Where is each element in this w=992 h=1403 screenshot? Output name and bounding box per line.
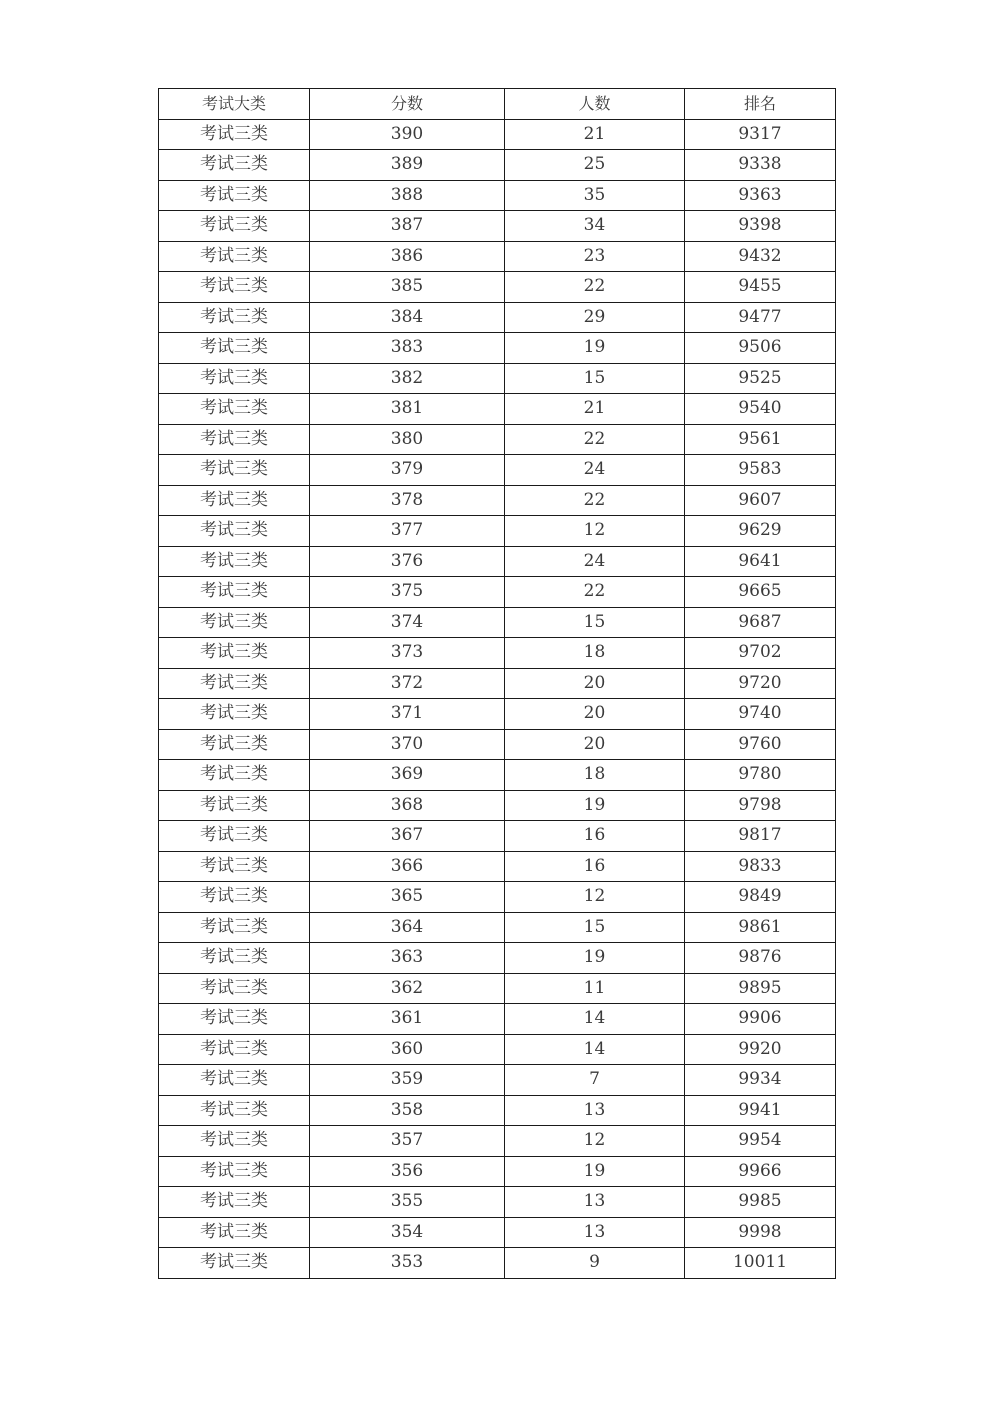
cell-exam-category: 考试三类 — [159, 577, 310, 608]
cell-count: 12 — [505, 882, 685, 913]
cell-score: 356 — [310, 1156, 505, 1187]
cell-exam-category: 考试三类 — [159, 1156, 310, 1187]
cell-exam-category: 考试三类 — [159, 516, 310, 547]
cell-score: 358 — [310, 1095, 505, 1126]
cell-score: 389 — [310, 150, 505, 181]
cell-count: 13 — [505, 1095, 685, 1126]
cell-count: 16 — [505, 851, 685, 882]
cell-exam-category: 考试三类 — [159, 912, 310, 943]
cell-exam-category: 考试三类 — [159, 363, 310, 394]
cell-score: 383 — [310, 333, 505, 364]
cell-exam-category: 考试三类 — [159, 1065, 310, 1096]
cell-exam-category: 考试三类 — [159, 973, 310, 1004]
cell-count: 22 — [505, 424, 685, 455]
cell-score: 360 — [310, 1034, 505, 1065]
table-row — [159, 150, 836, 181]
cell-score: 363 — [310, 943, 505, 974]
cell-exam-category: 考试三类 — [159, 699, 310, 730]
cell-rank: 9506 — [685, 333, 836, 364]
cell-count: 19 — [505, 333, 685, 364]
cell-rank: 10011 — [685, 1248, 836, 1279]
cell-exam-category: 考试三类 — [159, 1217, 310, 1248]
table-row — [159, 272, 836, 303]
cell-rank: 9985 — [685, 1187, 836, 1218]
table-row — [159, 790, 836, 821]
cell-count: 22 — [505, 272, 685, 303]
cell-score: 355 — [310, 1187, 505, 1218]
cell-exam-category: 考试三类 — [159, 851, 310, 882]
cell-rank: 9906 — [685, 1004, 836, 1035]
table-row — [159, 516, 836, 547]
cell-exam-category: 考试三类 — [159, 821, 310, 852]
cell-exam-category: 考试三类 — [159, 1187, 310, 1218]
cell-rank: 9895 — [685, 973, 836, 1004]
table-row — [159, 424, 836, 455]
cell-score: 357 — [310, 1126, 505, 1157]
header-row — [159, 89, 836, 120]
cell-score: 379 — [310, 455, 505, 486]
header-exam-category: 考试大类 — [159, 89, 310, 120]
cell-rank: 9477 — [685, 302, 836, 333]
cell-rank: 9920 — [685, 1034, 836, 1065]
table-row — [159, 882, 836, 913]
cell-rank: 9861 — [685, 912, 836, 943]
cell-exam-category: 考试三类 — [159, 333, 310, 364]
cell-count: 14 — [505, 1004, 685, 1035]
cell-count: 14 — [505, 1034, 685, 1065]
cell-rank: 9702 — [685, 638, 836, 669]
cell-rank: 9607 — [685, 485, 836, 516]
cell-score: 382 — [310, 363, 505, 394]
cell-count: 9 — [505, 1248, 685, 1279]
cell-count: 13 — [505, 1187, 685, 1218]
table-row — [159, 1095, 836, 1126]
cell-score: 386 — [310, 241, 505, 272]
table-row — [159, 912, 836, 943]
cell-rank: 9687 — [685, 607, 836, 638]
header-score: 分数 — [310, 89, 505, 120]
table-row — [159, 943, 836, 974]
cell-rank: 9641 — [685, 546, 836, 577]
cell-rank: 9665 — [685, 577, 836, 608]
cell-rank: 9954 — [685, 1126, 836, 1157]
table-row — [159, 394, 836, 425]
cell-rank: 9720 — [685, 668, 836, 699]
cell-exam-category: 考试三类 — [159, 1126, 310, 1157]
table-row — [159, 119, 836, 150]
cell-exam-category: 考试三类 — [159, 882, 310, 913]
cell-count: 22 — [505, 577, 685, 608]
cell-score: 375 — [310, 577, 505, 608]
cell-exam-category: 考试三类 — [159, 1095, 310, 1126]
cell-score: 385 — [310, 272, 505, 303]
cell-exam-category: 考试三类 — [159, 241, 310, 272]
cell-score: 380 — [310, 424, 505, 455]
table-row — [159, 668, 836, 699]
cell-rank: 9966 — [685, 1156, 836, 1187]
cell-rank: 9998 — [685, 1217, 836, 1248]
cell-exam-category: 考试三类 — [159, 394, 310, 425]
cell-exam-category: 考试三类 — [159, 424, 310, 455]
cell-score: 370 — [310, 729, 505, 760]
table-row — [159, 1248, 836, 1279]
table-row — [159, 821, 836, 852]
cell-count: 15 — [505, 363, 685, 394]
table-row — [159, 1126, 836, 1157]
cell-count: 23 — [505, 241, 685, 272]
cell-exam-category: 考试三类 — [159, 546, 310, 577]
cell-rank: 9363 — [685, 180, 836, 211]
table-row — [159, 577, 836, 608]
table-row — [159, 180, 836, 211]
cell-count: 19 — [505, 943, 685, 974]
cell-count: 19 — [505, 790, 685, 821]
cell-score: 368 — [310, 790, 505, 821]
table-row — [159, 607, 836, 638]
cell-exam-category: 考试三类 — [159, 668, 310, 699]
table-row — [159, 1217, 836, 1248]
cell-count: 20 — [505, 729, 685, 760]
cell-score: 372 — [310, 668, 505, 699]
table-row — [159, 1065, 836, 1096]
cell-score: 367 — [310, 821, 505, 852]
cell-rank: 9583 — [685, 455, 836, 486]
cell-exam-category: 考试三类 — [159, 729, 310, 760]
cell-score: 376 — [310, 546, 505, 577]
cell-score: 366 — [310, 851, 505, 882]
cell-count: 35 — [505, 180, 685, 211]
cell-exam-category: 考试三类 — [159, 211, 310, 242]
score-table-container — [158, 88, 835, 1279]
header-count: 人数 — [505, 89, 685, 120]
cell-rank: 9317 — [685, 119, 836, 150]
cell-rank: 9540 — [685, 394, 836, 425]
cell-count: 24 — [505, 455, 685, 486]
cell-exam-category: 考试三类 — [159, 607, 310, 638]
cell-score: 388 — [310, 180, 505, 211]
cell-score: 365 — [310, 882, 505, 913]
table-header — [159, 89, 836, 120]
cell-exam-category: 考试三类 — [159, 1034, 310, 1065]
cell-exam-category: 考试三类 — [159, 638, 310, 669]
cell-rank: 9740 — [685, 699, 836, 730]
cell-score: 371 — [310, 699, 505, 730]
table-body — [159, 119, 836, 1278]
table-row — [159, 546, 836, 577]
cell-score: 353 — [310, 1248, 505, 1279]
cell-score: 381 — [310, 394, 505, 425]
cell-rank: 9398 — [685, 211, 836, 242]
table-row — [159, 1004, 836, 1035]
cell-rank: 9561 — [685, 424, 836, 455]
table-row — [159, 729, 836, 760]
cell-rank: 9338 — [685, 150, 836, 181]
cell-exam-category: 考试三类 — [159, 790, 310, 821]
cell-exam-category: 考试三类 — [159, 180, 310, 211]
cell-score: 361 — [310, 1004, 505, 1035]
cell-count: 15 — [505, 912, 685, 943]
cell-score: 384 — [310, 302, 505, 333]
cell-count: 25 — [505, 150, 685, 181]
cell-exam-category: 考试三类 — [159, 272, 310, 303]
table-row — [159, 699, 836, 730]
cell-score: 354 — [310, 1217, 505, 1248]
cell-count: 21 — [505, 394, 685, 425]
cell-score: 364 — [310, 912, 505, 943]
cell-count: 18 — [505, 760, 685, 791]
table-row — [159, 485, 836, 516]
cell-rank: 9629 — [685, 516, 836, 547]
cell-count: 21 — [505, 119, 685, 150]
table-row — [159, 333, 836, 364]
score-ranking-table — [158, 88, 836, 1279]
cell-rank: 9833 — [685, 851, 836, 882]
cell-rank: 9941 — [685, 1095, 836, 1126]
cell-count: 15 — [505, 607, 685, 638]
cell-rank: 9798 — [685, 790, 836, 821]
table-row — [159, 1034, 836, 1065]
cell-exam-category: 考试三类 — [159, 485, 310, 516]
table-row — [159, 1187, 836, 1218]
cell-rank: 9817 — [685, 821, 836, 852]
cell-exam-category: 考试三类 — [159, 1248, 310, 1279]
cell-exam-category: 考试三类 — [159, 760, 310, 791]
cell-count: 20 — [505, 699, 685, 730]
cell-rank: 9876 — [685, 943, 836, 974]
header-rank: 排名 — [685, 89, 836, 120]
cell-rank: 9455 — [685, 272, 836, 303]
cell-count: 20 — [505, 668, 685, 699]
cell-rank: 9934 — [685, 1065, 836, 1096]
cell-exam-category: 考试三类 — [159, 119, 310, 150]
cell-count: 11 — [505, 973, 685, 1004]
cell-score: 362 — [310, 973, 505, 1004]
cell-count: 7 — [505, 1065, 685, 1096]
cell-count: 19 — [505, 1156, 685, 1187]
cell-count: 22 — [505, 485, 685, 516]
table-row — [159, 211, 836, 242]
cell-exam-category: 考试三类 — [159, 943, 310, 974]
cell-count: 34 — [505, 211, 685, 242]
table-row — [159, 760, 836, 791]
cell-exam-category: 考试三类 — [159, 1004, 310, 1035]
cell-exam-category: 考试三类 — [159, 150, 310, 181]
cell-count: 12 — [505, 1126, 685, 1157]
cell-rank: 9432 — [685, 241, 836, 272]
table-row — [159, 851, 836, 882]
cell-score: 373 — [310, 638, 505, 669]
cell-exam-category: 考试三类 — [159, 302, 310, 333]
cell-count: 12 — [505, 516, 685, 547]
cell-score: 378 — [310, 485, 505, 516]
cell-count: 29 — [505, 302, 685, 333]
cell-count: 13 — [505, 1217, 685, 1248]
cell-rank: 9849 — [685, 882, 836, 913]
cell-score: 359 — [310, 1065, 505, 1096]
cell-score: 369 — [310, 760, 505, 791]
cell-score: 387 — [310, 211, 505, 242]
cell-score: 377 — [310, 516, 505, 547]
table-row — [159, 455, 836, 486]
cell-rank: 9760 — [685, 729, 836, 760]
cell-rank: 9525 — [685, 363, 836, 394]
cell-score: 390 — [310, 119, 505, 150]
cell-score: 374 — [310, 607, 505, 638]
cell-count: 16 — [505, 821, 685, 852]
cell-count: 24 — [505, 546, 685, 577]
table-row — [159, 241, 836, 272]
table-row — [159, 302, 836, 333]
table-row — [159, 973, 836, 1004]
cell-count: 18 — [505, 638, 685, 669]
table-row — [159, 638, 836, 669]
table-row — [159, 363, 836, 394]
cell-exam-category: 考试三类 — [159, 455, 310, 486]
table-row — [159, 1156, 836, 1187]
cell-rank: 9780 — [685, 760, 836, 791]
